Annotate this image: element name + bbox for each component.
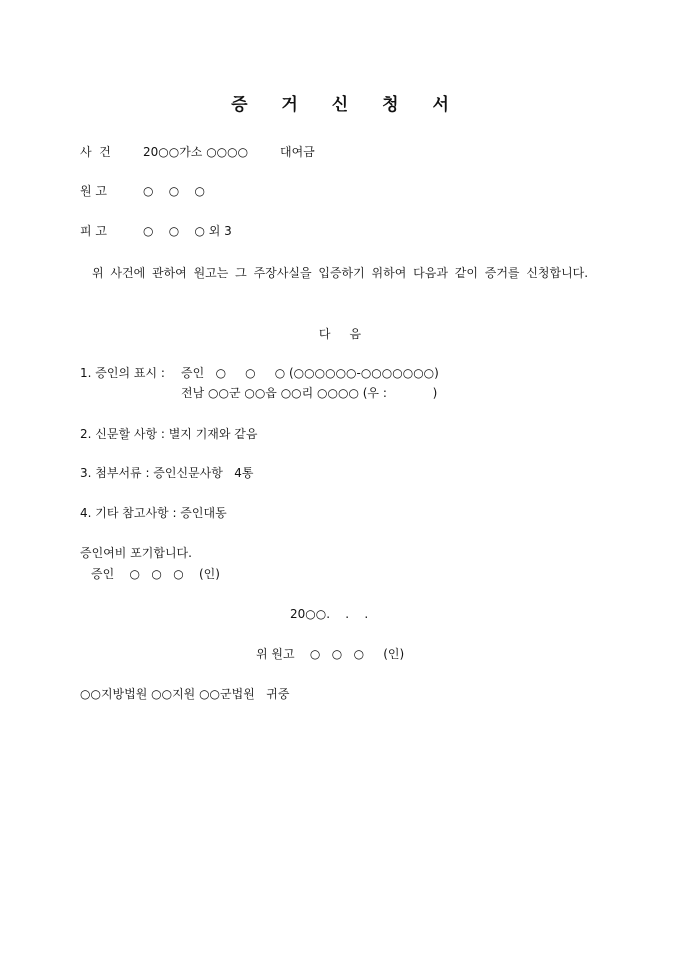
defendant-label: 피 고	[80, 224, 107, 238]
document-date: 20○○. . .	[290, 607, 369, 621]
heading-next: 다 음	[318, 327, 362, 341]
item1-line1: 증인 ○ ○ ○ (○○○○○○-○○○○○○○)	[181, 366, 439, 380]
item2: 2. 신문할 사항 : 별지 기재와 같음	[80, 427, 258, 441]
case-label: 사 건	[80, 145, 111, 159]
document-title: 증 거 신 청 서	[231, 95, 463, 115]
case-name: 대여금	[280, 145, 315, 159]
plaintiff-label: 원 고	[80, 184, 107, 198]
item4: 4. 기타 참고사항 : 증인대동	[80, 506, 227, 520]
case-number: 20○○가소 ○○○○	[143, 145, 249, 159]
court-addressee: ○○지방법원 ○○지원 ○○군법원 귀중	[80, 687, 290, 701]
plaintiff-signature: 위 원고 ○ ○ ○ (인)	[256, 647, 405, 661]
defendant-name: ○ ○ ○ 외 3	[143, 224, 232, 238]
plaintiff-name: ○ ○ ○	[143, 184, 205, 198]
item1-line2: 전남 ○○군 ○○읍 ○○리 ○○○○ (우 : )	[181, 386, 438, 400]
item1-label: 1. 증인의 표시 :	[80, 366, 165, 380]
witness-signature: 증인 ○ ○ ○ (인)	[91, 567, 220, 581]
body-paragraph: 위 사건에 관하여 원고는 그 주장사실을 입증하기 위하여 다음과 같이 증거를 신청합니다.	[92, 266, 589, 280]
item3: 3. 첨부서류 : 증인신문사항 4통	[80, 466, 254, 480]
waiver-text: 증인여비 포기합니다.	[80, 546, 192, 560]
